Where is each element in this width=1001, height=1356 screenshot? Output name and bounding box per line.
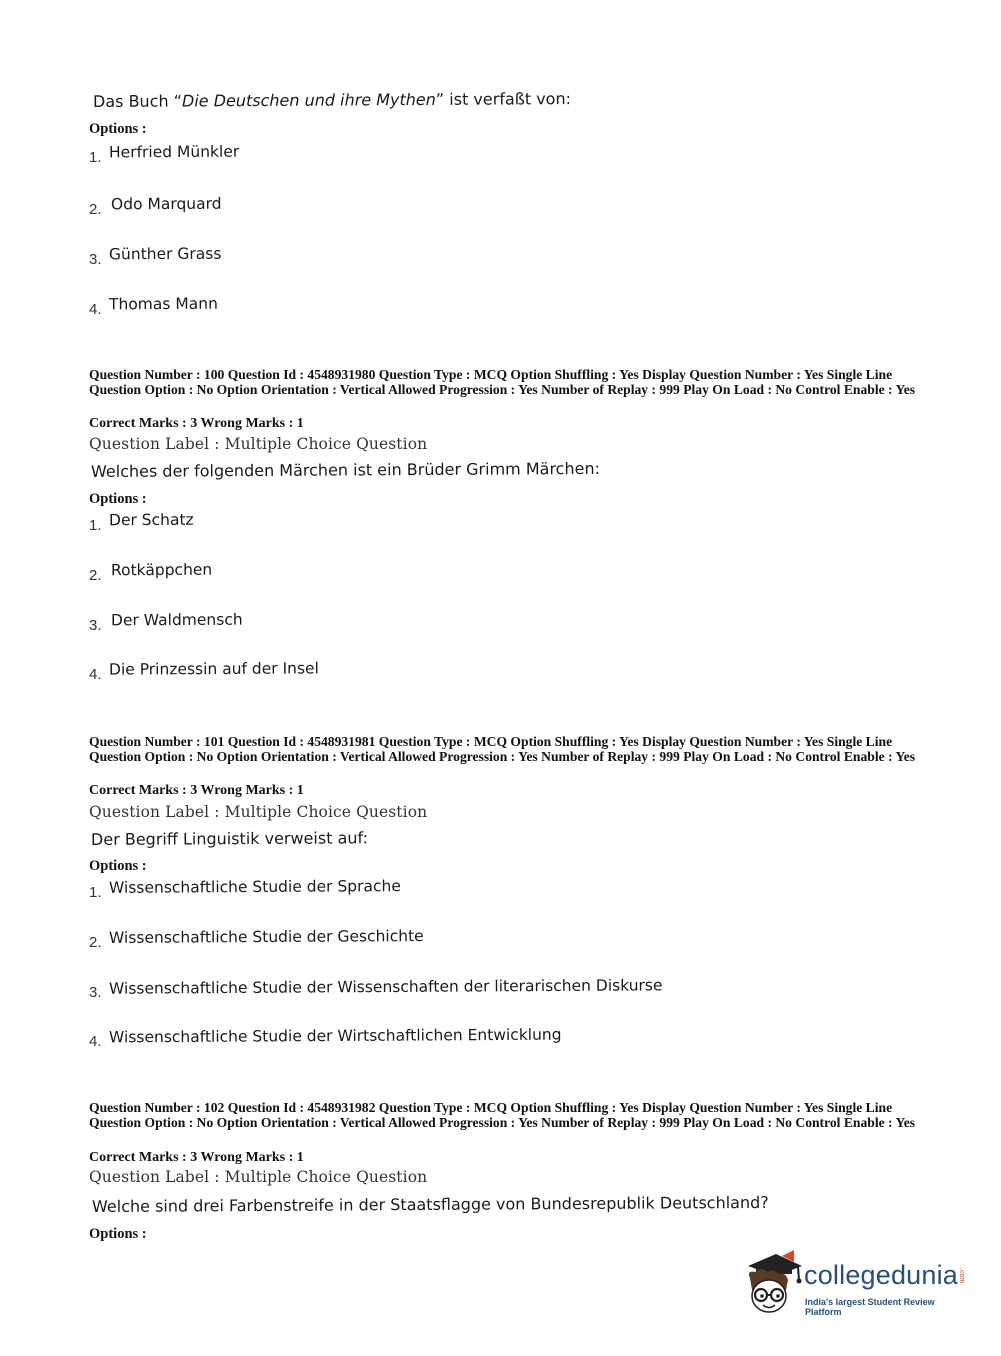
option-number: 3. — [89, 984, 102, 1001]
question-text-post: ” ist verfaßt von: — [435, 89, 572, 109]
option-item — [89, 245, 221, 268]
question-meta: Question Number : 102 Question Id : 4548931982 Question Type : MCQ Option Shuffling : Yes Display Question Number : Yes Single Line Question Option : No Option Orientation : Vertical Allowed Progression : Yes Number of Replay : 999 Play On Load : No Control Enable : Yes — [89, 1100, 916, 1130]
collegedunia-logo — [742, 1250, 972, 1320]
question-label: Question Label : Multiple Choice Question — [89, 803, 428, 821]
option-text: Odo Marquard — [110, 194, 222, 214]
option-number: 1. — [89, 517, 102, 534]
option-item — [89, 511, 194, 534]
question-text: Der Begriff Linguistik verweist auf: — [90, 828, 369, 849]
option-text: Der Waldmensch — [110, 610, 243, 630]
option-text: Die Prinzessin auf der Insel — [108, 659, 319, 679]
logo-brand-text: collegedunia — [804, 1260, 959, 1290]
option-item — [89, 195, 222, 218]
question-meta: Question Number : 101 Question Id : 4548931981 Question Type : MCQ Option Shuffling : Yes Display Question Number : Yes Single Line Question Option : No Option Orientation : Vertical Allowed Progression : Yes Number of Replay : 999 Play On Load : No Control Enable : Yes — [89, 734, 916, 764]
option-number: 3. — [89, 251, 102, 268]
option-number: 4. — [89, 666, 102, 683]
option-number: 4. — [89, 301, 102, 318]
option-item — [89, 878, 401, 901]
option-number: 2. — [89, 934, 102, 951]
option-text: Wissenschaftliche Studie der Wissenschaften der literarischen Diskurse — [108, 976, 663, 998]
book-title: Die Deutschen und ihre Mythen — [181, 89, 436, 111]
option-item — [89, 928, 424, 951]
option-number: 2. — [89, 201, 102, 218]
option-text: Rotkäppchen — [110, 560, 213, 580]
logo-tagline: India's largest Student Review Platform — [805, 1297, 935, 1317]
logo-domain-suffix: .com — [958, 1268, 965, 1284]
option-text: Günther Grass — [108, 244, 222, 264]
option-item — [89, 561, 212, 584]
question-text: Welche sind drei Farbenstreife in der Staatsflagge von Bundesrepublik Deutschland? — [91, 1192, 769, 1216]
question-marks: Correct Marks : 3 Wrong Marks : 1 — [89, 783, 304, 798]
option-number: 3. — [89, 617, 102, 634]
question-marks: Correct Marks : 3 Wrong Marks : 1 — [89, 416, 304, 431]
options-label: Options : — [89, 1226, 147, 1242]
options-label: Options : — [89, 491, 147, 507]
question-meta: Question Number : 100 Question Id : 4548931980 Question Type : MCQ Option Shuffling : Yes Display Question Number : Yes Single Line Question Option : No Option Orientation : Vertical Allowed Progression : Yes Number of Replay : 999 Play On Load : No Control Enable : Yes — [89, 367, 916, 397]
option-text: Der Schatz — [108, 510, 194, 530]
question-text — [93, 89, 571, 111]
question-label: Question Label : Multiple Choice Question — [89, 435, 428, 453]
options-label: Options : — [89, 121, 147, 137]
option-number: 1. — [89, 884, 102, 901]
option-text: Wissenschaftliche Studie der Sprache — [108, 877, 401, 897]
option-number: 1. — [89, 149, 102, 166]
question-text-pre: Das Buch “ — [92, 91, 183, 111]
mascot-icon — [742, 1250, 804, 1320]
question-label: Question Label : Multiple Choice Question — [89, 1168, 428, 1186]
question-text: Welches der folgenden Märchen ist ein Brüder Grimm Märchen: — [90, 458, 601, 481]
question-marks: Correct Marks : 3 Wrong Marks : 1 — [89, 1150, 304, 1165]
option-number: 4. — [89, 1033, 102, 1050]
option-item — [89, 660, 319, 683]
option-item — [89, 143, 239, 166]
option-text: Thomas Mann — [108, 294, 218, 314]
option-item — [89, 978, 662, 1001]
options-label: Options : — [89, 858, 147, 874]
option-text: Herfried Münkler — [108, 142, 240, 162]
option-item — [89, 295, 218, 318]
option-text: Wissenschaftliche Studie der Wirtschaftlichen Entwicklung — [108, 1025, 562, 1047]
option-text: Wissenschaftliche Studie der Geschichte — [108, 927, 424, 947]
option-item — [89, 1027, 562, 1050]
option-number: 2. — [89, 567, 102, 584]
option-item — [89, 611, 243, 634]
